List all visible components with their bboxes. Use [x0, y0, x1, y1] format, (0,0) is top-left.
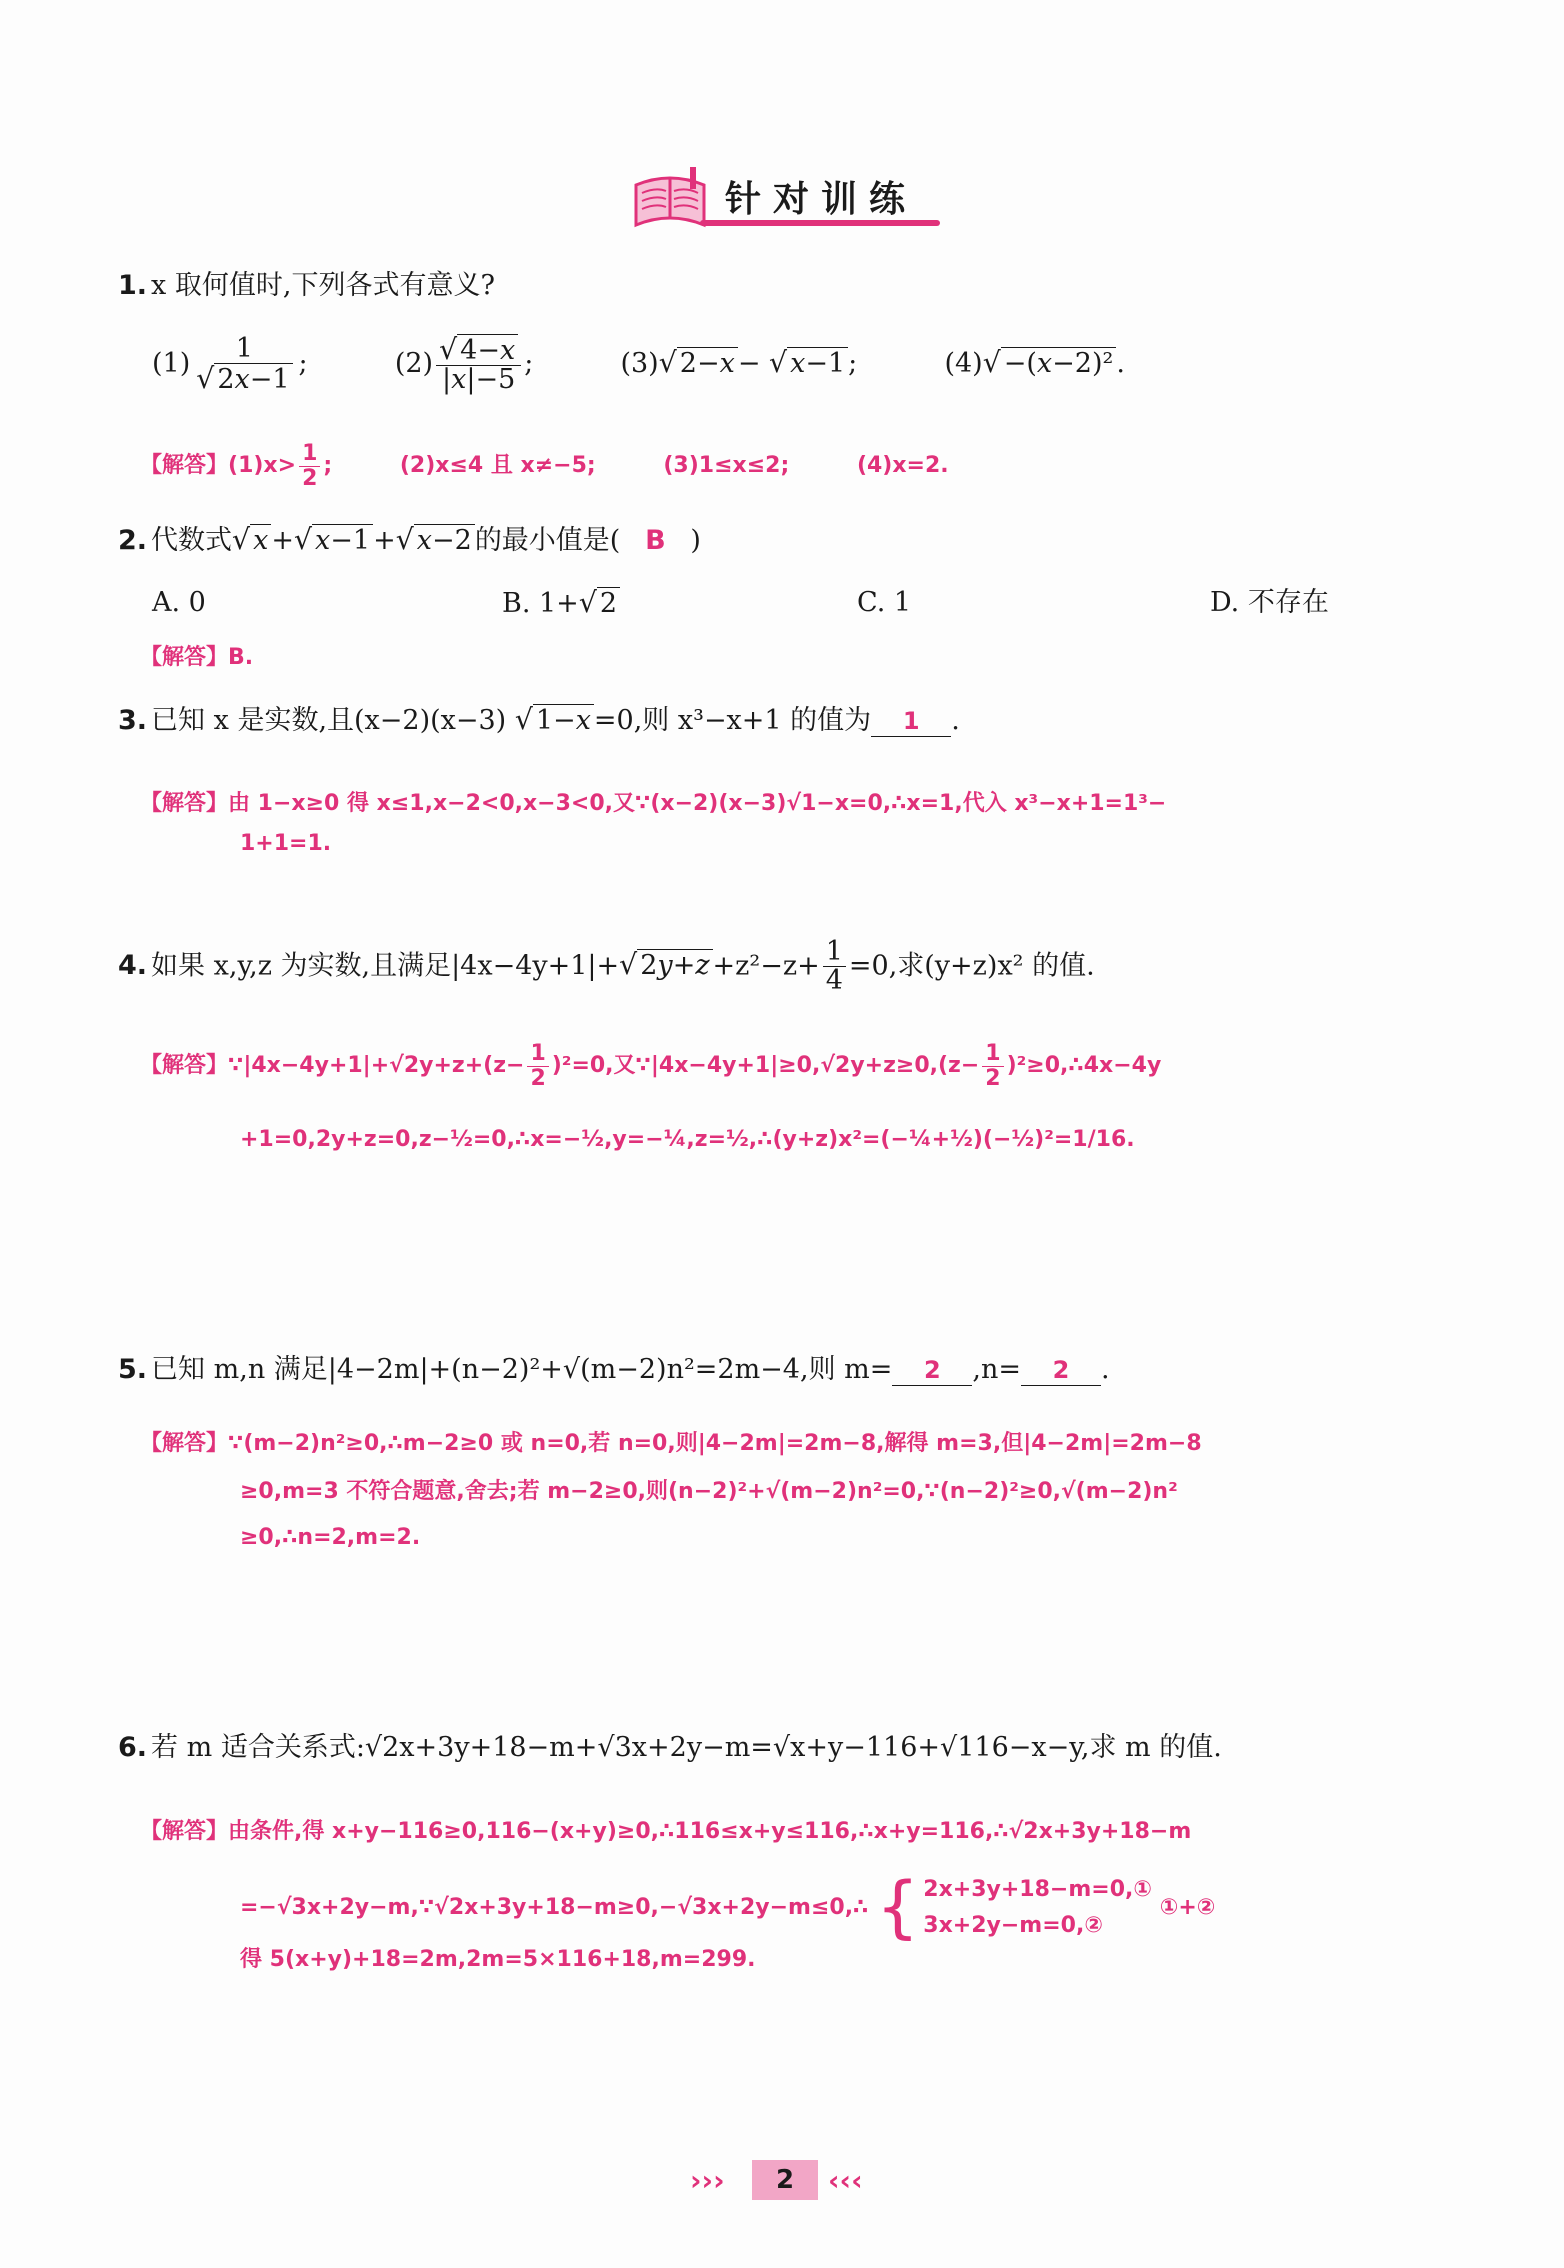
answer-6-line-3: 得 5(x+y)+18=2m,2m=5×116+18,m=299.: [240, 1947, 756, 1972]
part-label: (1): [152, 348, 191, 379]
question-stem: x 取何值时,下列各式有意义?: [151, 270, 495, 301]
expr-3: √ 2−x − √ x−1: [659, 348, 848, 379]
question-number: 4.: [118, 950, 148, 982]
part-label: (3): [620, 348, 659, 379]
part-label: (4): [944, 348, 983, 379]
question-number: 1.: [118, 270, 148, 301]
question-3: 3. 已知 x 是实数,且(x−2)(x−3) √ 1−x =0,则 x³−x+1 的值为 1 .: [118, 703, 960, 736]
question-2: 2. 代数式√ x +√ x−1 +√ x−2 的最小值是( B ): [118, 522, 701, 559]
answer-3: 【解答】由 1−x≥0 得 x≤1,x−2<0,x−3<0,又∵(x−2)(x−3)√1−x=0,∴x=1,代入 x³−x+1=1³−: [140, 791, 1167, 816]
section-header: [630, 165, 950, 235]
answer-5-line-3: ≥0,∴n=2,m=2.: [240, 1525, 421, 1550]
answer-5-line-2: ≥0,m=3 不符合题意,舍去;若 m−2≥0,则(n−2)²+√(m−2)n²=0,∵(n−2)²≥0,√(m−2)n²: [240, 1479, 1178, 1504]
page-number: 2: [752, 2160, 818, 2200]
option-b: B. 1+√ 2: [502, 585, 620, 622]
question-1-parts: (1) $\frac{1}{√ 2x-1}$ ; (2) $\frac{√ 4-x}{|x|-5}$ ; (3)√ 2−x − √ x−1 ; (4)√ −(x−2)² .: [152, 332, 1125, 395]
answer-1: 【解答】(1)x> $\frac{1}{2}$ ; (2)x≤4 且 x≠−5; (3)1≤x≤2; (4)x=2.: [140, 441, 949, 491]
option-a: A. 0: [152, 587, 206, 618]
answer-4-line-2: +1=0,2y+z=0,z−½=0,∴x=−½,y=−¼,z=½,∴(y+z)x²=(−¼+½)(−½)²=1/16.: [240, 1127, 1135, 1152]
page-title: 针对训练: [725, 179, 918, 220]
book-icon: [630, 165, 710, 231]
question-5: 5. 已知 m,n 满足|4−2m|+(n−2)²+√(m−2)n²=2m−4,则 m= 2 ,n= 2 .: [118, 1354, 1110, 1385]
question-number: 3.: [118, 705, 148, 736]
answer-6-line-2: =−√3x+2y−m,∵√2x+3y+18−m≥0,−√3x+2y−m≤0,∴ { 2x+3y+18−m=0,① 3x+2y−m=0,② ①+②: [240, 1868, 1216, 1947]
answer-2: 【解答】B.: [140, 645, 254, 670]
option-c: C. 1: [857, 587, 912, 618]
answer-blank: B: [645, 525, 666, 556]
question-number: 2.: [118, 525, 148, 556]
expr-4: √ −(x−2)²: [983, 348, 1117, 379]
answer-blank-n: 2: [1021, 1355, 1101, 1386]
question-number: 5.: [118, 1354, 148, 1385]
answer-6: 【解答】由条件,得 x+y−116≥0,116−(x+y)≥0,∴116≤x+y≤116,∴x+y=116,∴√2x+3y+18−m: [140, 1819, 1192, 1844]
question-1: [118, 268, 495, 304]
answer-3-line-2: 1+1=1.: [240, 831, 332, 856]
question-6: 6. 若 m 适合关系式:√2x+3y+18−m+√3x+2y−m=√x+y−116+√116−x−y,求 m 的值.: [118, 1732, 1222, 1763]
answer-4: 【解答】∵|4x−4y+1|+√2y+z+(z− $\frac{1}{2}$ )²=0,又∵|4x−4y+1|≥0,√2y+z≥0,(z− $\frac{1}{2}$ )²≥0,∴4x−4y: [140, 1041, 1162, 1091]
page-number-footer: [690, 2160, 880, 2204]
title-underline: [700, 220, 940, 226]
equation-system: { 2x+3y+18−m=0,① 3x+2y−m=0,②: [876, 1868, 1153, 1947]
answer-blank: 1: [871, 706, 951, 737]
question-4: 4. 如果 x,y,z 为实数,且满足|4x−4y+1|+√ 2y+z +z²−z+ $\frac{1}{4}$ =0,求(y+z)x² 的值.: [118, 936, 1095, 997]
part-label: (2): [394, 348, 434, 379]
expr-2: $\frac{√ 4-x}{|x|-5}$: [436, 335, 521, 395]
answer-blank-m: 2: [892, 1355, 972, 1386]
option-d: D. 不存在: [1210, 587, 1329, 618]
question-number: 6.: [118, 1732, 148, 1763]
answer-5: 【解答】∵(m−2)n²≥0,∴m−2≥0 或 n=0,若 n=0,则|4−2m|=2m−8,解得 m=3,但|4−2m|=2m−8: [140, 1431, 1202, 1456]
right-chevrons-icon: ‹‹‹: [828, 2164, 863, 2197]
expr-1: $\frac{1}{√ 2x-1}$: [193, 335, 295, 395]
left-chevrons-icon: ›››: [690, 2164, 725, 2197]
